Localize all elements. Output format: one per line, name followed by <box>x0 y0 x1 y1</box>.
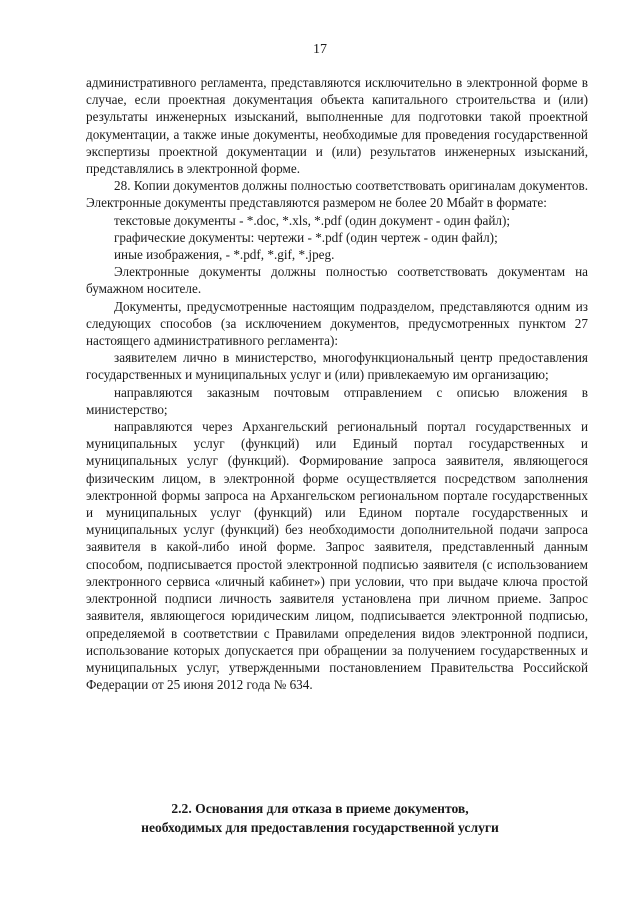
format-text-documents: текстовые документы - *.doc, *.xls, *.pdf (один документ - один файл); <box>114 212 511 228</box>
body-text <box>86 74 588 693</box>
paragraph-28: 28. Копии документов должны полностью соответствовать оригиналам документов. Электронные документы представляются размером не более 20 Мбайт в формате: <box>86 178 588 211</box>
method-mail: направляются заказным почтовым отправлением с описью вложения в министерство; <box>86 384 588 417</box>
paragraph-originals: Электронные документы должны полностью соответствовать документам на бумажном носителе. <box>86 264 588 297</box>
paragraph-continuation: административного регламента, представляются исключительно в электронной форме в случае, если проектная документация объекта капитального строительства и (или) результаты инженерных изысканий, выполненные для подготовки такой проектной документации, а также иные документы, необходимые для проведения государственной экспертизы проектной документации и (или) результатов инженерных изысканий, представлялись в электронной форме. <box>86 75 588 177</box>
method-in-person: заявителем лично в министерство, многофункциональный центр предоставления государственных и муниципальных услуг и (или) привлекаемую им организацию; <box>86 350 588 383</box>
method-portal: направляются через Архангельский региональный портал государственных и муниципальных услуг (функций) или Единый портал государственных и муниципальных услуг (функций). Формирование запроса заявителя, являющегося физическим лицом, в электронной форме осуществляется посредством заполнения электронной формы запроса на Архангельском региональном портале государственных и муниципальных услуг (функций) или Едином портале государственных и муниципальных услуг (функций) без необходимости дополнительной подачи запроса заявителя в какой-либо иной форме. Запрос заявителя, представленный данным способом, подписывается простой электронной подписью заявителя (с использованием электронного сервиса «личный кабинет») при условии, что при выдаче ключа простой электронной подписи личность заявителя установлена при личном приеме. Запрос заявителя, являющегося юридическим лицом, подписывается электронной подписью, определяемой в соответствии с Правилами определения видов электронной подписи, использование которых допускается при обращении за получением государственных и муниципальных услуг, утвержденными постановлением Правительства Российской Федерации от 25 июня 2012 года № 634. <box>86 419 588 693</box>
page-number: 17 <box>313 42 327 57</box>
format-graphic-documents: графические документы: чертежи - *.pdf (один чертеж - один файл); <box>114 229 498 245</box>
section-heading-line-1: 2.2. Основания для отказа в приеме документов, <box>171 801 469 816</box>
section-heading-line-2: необходимых для предоставления государственной услуги <box>141 820 499 835</box>
format-other-images: иные изображения, - *.pdf, *.gif, *.jpeg. <box>114 247 335 263</box>
section-heading <box>60 799 580 837</box>
paragraph-submission-methods: Документы, предусмотренные настоящим подразделом, представляются одним из следующих способов (за исключением документов, предусмотренных пунктом 27 настоящего административного регламента): <box>86 298 588 349</box>
